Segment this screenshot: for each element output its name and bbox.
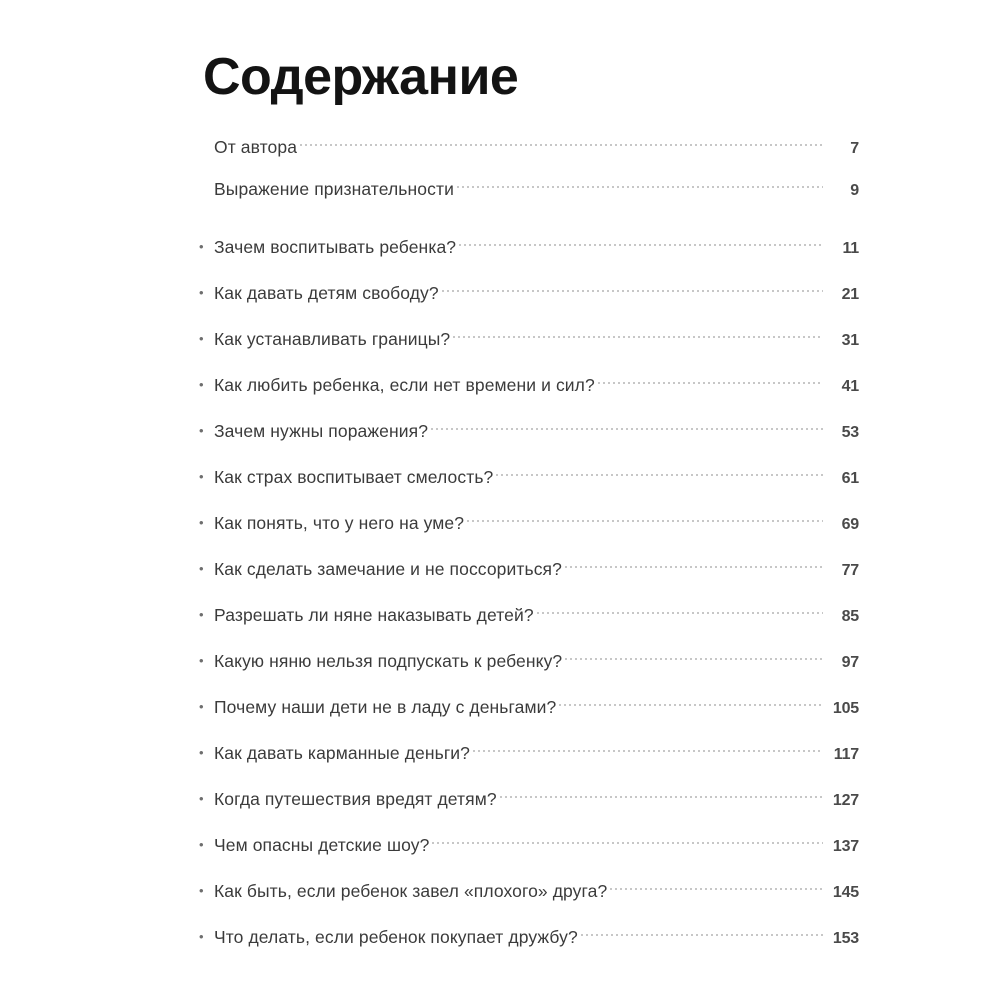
toc-entry-page-number: 85 (841, 608, 859, 625)
toc-entry-chapter-7[interactable] (199, 551, 859, 597)
toc-entry-chapter-8[interactable] (199, 597, 859, 643)
toc-entry-label: Чем опасны детские шоу? (214, 835, 430, 855)
dot-leader (442, 275, 823, 299)
toc-entry-chapter-12[interactable] (199, 781, 859, 827)
toc-entry-label: Как быть, если ребенок завел «плохого» друга? (214, 881, 608, 901)
toc-entry-chapter-6[interactable] (199, 505, 859, 551)
table-of-contents-list (199, 129, 859, 965)
toc-entry-page-number: 9 (850, 182, 859, 199)
toc-entry-label: Какую няню нельзя подпускать к ребенку? (214, 651, 563, 671)
toc-entry-label: Разрешать ли няне наказывать детей? (214, 605, 534, 625)
toc-entry-label: Как устанавливать границы? (214, 329, 451, 349)
bullet-icon: • (199, 791, 204, 806)
toc-entry-chapter-13[interactable] (199, 827, 859, 873)
toc-entry-page-number: 21 (841, 286, 859, 303)
toc-entry-chapter-15[interactable] (199, 919, 859, 965)
toc-entry-label: Как давать карманные деньги? (214, 743, 471, 763)
toc-entry-page-number: 97 (841, 654, 859, 671)
toc-entry-label: Когда путешествия вредят детям? (214, 789, 497, 809)
dot-leader (500, 781, 823, 805)
toc-entry-chapter-2[interactable] (199, 321, 859, 367)
toc-entry-page-number: 61 (841, 470, 859, 487)
toc-entry-page-number: 153 (832, 930, 859, 947)
toc-entry-chapter-3[interactable] (199, 367, 859, 413)
toc-entry-chapter-1[interactable] (199, 275, 859, 321)
dot-leader (581, 919, 823, 943)
bullet-icon: • (199, 883, 204, 898)
toc-entry-chapter-14[interactable] (199, 873, 859, 919)
dot-leader (467, 505, 823, 529)
toc-entry-label: Зачем воспитывать ребенка? (214, 237, 457, 257)
dot-leader (431, 413, 823, 437)
chapters-group (199, 229, 859, 965)
bullet-icon: • (199, 653, 204, 668)
toc-entry-label: Как любить ребенка, если нет времени и сил? (214, 375, 595, 395)
dot-leader (598, 367, 823, 391)
dot-leader (432, 827, 823, 851)
toc-entry-label: От автора (214, 137, 298, 157)
bullet-icon: • (199, 699, 204, 714)
toc-entry-page-number: 69 (841, 516, 859, 533)
dot-leader (459, 229, 823, 253)
bullet-icon: • (199, 377, 204, 392)
toc-entry-page-number: 7 (850, 140, 859, 157)
dot-leader (473, 735, 823, 759)
toc-entry-label: Выражение признательности (214, 179, 454, 199)
bullet-icon: • (199, 239, 204, 254)
bullet-icon: • (199, 607, 204, 622)
toc-entry-page-number: 11 (842, 240, 859, 257)
toc-entry-chapter-9[interactable] (199, 643, 859, 689)
toc-entry-page-number: 105 (832, 700, 859, 717)
bullet-icon: • (199, 561, 204, 576)
toc-entry-label: Как понять, что у него на уме? (214, 513, 465, 533)
front-matter-group (199, 129, 859, 213)
dot-leader (610, 873, 823, 897)
toc-entry-page-number: 145 (832, 884, 859, 901)
toc-entry-page-number: 117 (833, 746, 859, 763)
bullet-icon: • (199, 929, 204, 944)
dot-leader (453, 321, 823, 345)
toc-entry-label: Как сделать замечание и не поссориться? (214, 559, 562, 579)
toc-entry-page-number: 127 (832, 792, 859, 809)
toc-entry-front-0[interactable] (199, 129, 859, 171)
toc-entry-label: Почему наши дети не в ладу с деньгами? (214, 697, 557, 717)
dot-leader (565, 643, 823, 667)
toc-entry-chapter-5[interactable] (199, 459, 859, 505)
dot-leader (559, 689, 823, 713)
toc-entry-page-number: 53 (841, 424, 859, 441)
toc-entry-front-1[interactable] (199, 171, 859, 213)
toc-entry-label: Как страх воспитывает смелость? (214, 467, 494, 487)
toc-entry-page-number: 137 (832, 838, 859, 855)
dot-leader (496, 459, 823, 483)
toc-entry-page-number: 77 (841, 562, 859, 579)
bullet-icon: • (199, 331, 204, 346)
dot-leader (537, 597, 823, 621)
toc-entry-label: Что делать, если ребенок покупает дружбу? (214, 927, 578, 947)
toc-entry-page-number: 31 (841, 332, 859, 349)
bullet-icon: • (199, 515, 204, 530)
toc-entry-chapter-11[interactable] (199, 735, 859, 781)
bullet-icon: • (199, 469, 204, 484)
toc-entry-chapter-0[interactable] (199, 229, 859, 275)
dot-leader (565, 551, 823, 575)
bullet-icon: • (199, 285, 204, 300)
toc-entry-page-number: 41 (841, 378, 859, 395)
dot-leader (457, 171, 823, 195)
dot-leader (300, 129, 823, 153)
toc-entry-label: Зачем нужны поражения? (214, 421, 429, 441)
bullet-icon: • (199, 837, 204, 852)
bullet-icon: • (199, 423, 204, 438)
page-title: Содержание (203, 47, 519, 106)
toc-entry-label: Как давать детям свободу? (214, 283, 439, 303)
toc-entry-chapter-4[interactable] (199, 413, 859, 459)
bullet-icon: • (199, 745, 204, 760)
toc-entry-chapter-10[interactable] (199, 689, 859, 735)
